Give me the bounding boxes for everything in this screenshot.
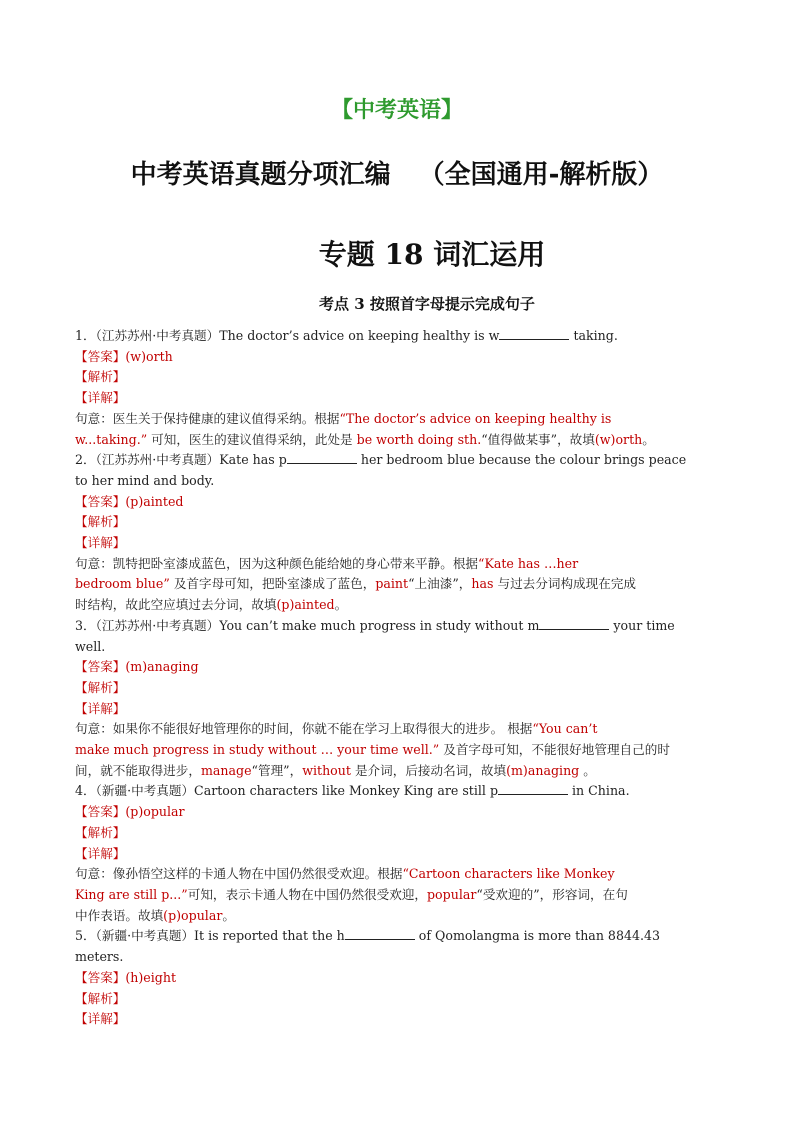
answer-value: (m)anaging <box>125 659 199 675</box>
detail-text: 句意：医生关于保持健康的建议值得采纳。根据“The doctor’s advice on keeping healthy is <box>75 410 612 426</box>
analysis-label: 【解析】 <box>75 369 126 385</box>
question-text: 5．（新疆·中考真题）It is reported that the h of Qomolangma is more than 8844.43 <box>75 928 661 944</box>
detail-text: King are still p...”可知，表示卡通人物在中国仍然很受欢迎，popular“受欢迎的”，形容词，在句 <box>75 886 628 902</box>
exam-tag: 【中考英语】 <box>330 98 463 123</box>
answer-line: 【答案】(h)eight <box>75 969 177 985</box>
analysis-label: 【解析】 <box>75 514 126 530</box>
point-title: 考点 3 按照首字母提示完成句子 <box>319 295 535 313</box>
answer-value: (h)eight <box>125 969 177 985</box>
detail-label: 【详解】 <box>75 1011 126 1027</box>
answer-value: (p)opular <box>125 804 185 820</box>
question-text: 1．（江苏苏州·中考真题）The doctor’s advice on keeping healthy is w taking. <box>75 328 618 343</box>
analysis-label: 【解析】 <box>75 990 126 1006</box>
detail-text: 句意：像孙悟空这样的卡通人物在中国仍然很受欢迎。根据“Cartoon characters like Monkey <box>75 866 615 882</box>
question-text-cont: to her mind and body. <box>75 472 215 488</box>
question-5 <box>75 926 730 1030</box>
answer-blank <box>499 327 569 340</box>
question-text: 4．（新疆·中考真题）Cartoon characters like Monkey King are still p in China. <box>75 783 630 799</box>
detail-label: 【详解】 <box>75 700 126 716</box>
answer-line: 【答案】(m)anaging <box>75 659 199 675</box>
answer-line: 【答案】(p)ainted <box>75 493 184 509</box>
detail-text: 时结构，故此空应填过去分词，故填(p)ainted。 <box>75 597 348 613</box>
question-1 <box>75 326 730 450</box>
detail-label: 【详解】 <box>75 390 126 406</box>
answer-line: 【答案】(w)orth <box>75 348 173 364</box>
detail-text: w...taking.” 可知，医生的建议值得采纳，此处是 be worth doing sth.“值得做某事”，故填(w)orth。 <box>75 431 655 447</box>
answer-blank <box>345 927 415 940</box>
detail-text: 句意：凯特把卧室漆成蓝色，因为这种颜色能给她的身心带来平静。根据“Kate has …her <box>75 555 579 571</box>
question-text: 3．（江苏苏州·中考真题）You can’t make much progress in study without m your time <box>75 617 675 633</box>
question-2 <box>75 450 730 616</box>
question-4 <box>75 781 730 926</box>
detail-label: 【详解】 <box>75 535 126 551</box>
answer-line: 【答案】(p)opular <box>75 804 185 820</box>
question-text: 2．（江苏苏州·中考真题）Kate has p her bedroom blue because the colour brings peace <box>75 452 687 468</box>
answer-value: (w)orth <box>125 348 173 364</box>
question-text-cont: meters. <box>75 949 124 965</box>
question-list <box>75 326 730 1030</box>
detail-text: 中作表语。故填(p)opular。 <box>75 907 235 923</box>
detail-text: make much progress in study without … your time well.” 及首字母可知，不能很好地管理自己的时 <box>75 742 670 758</box>
analysis-label: 【解析】 <box>75 824 126 840</box>
detail-text: bedroom blue” 及首字母可知，把卧室漆成了蓝色，paint“上油漆”，has 与过去分词构成现在完成 <box>75 576 637 592</box>
topic-title: 专题 18 词汇运用 <box>318 238 546 271</box>
question-text-cont: well. <box>75 638 106 654</box>
question-3 <box>75 616 730 782</box>
answer-value: (p)ainted <box>125 493 184 509</box>
analysis-label: 【解析】 <box>75 679 126 695</box>
detail-text: 间，就不能取得进步，manage“管理”，without 是介词，后接动名词，故填(m)anaging 。 <box>75 762 596 778</box>
answer-blank <box>498 782 568 795</box>
answer-blank <box>287 451 357 464</box>
main-title <box>0 154 794 191</box>
detail-label: 【详解】 <box>75 845 126 861</box>
detail-text: 句意：如果你不能很好地管理你的时间，你就不能在学习上取得很大的进步。 根据“You can’t <box>75 721 598 737</box>
main-title-sub: （全国通用-解析版） <box>418 160 664 190</box>
answer-blank <box>539 617 609 630</box>
main-title-text: 中考英语真题分项汇编 <box>130 160 391 190</box>
